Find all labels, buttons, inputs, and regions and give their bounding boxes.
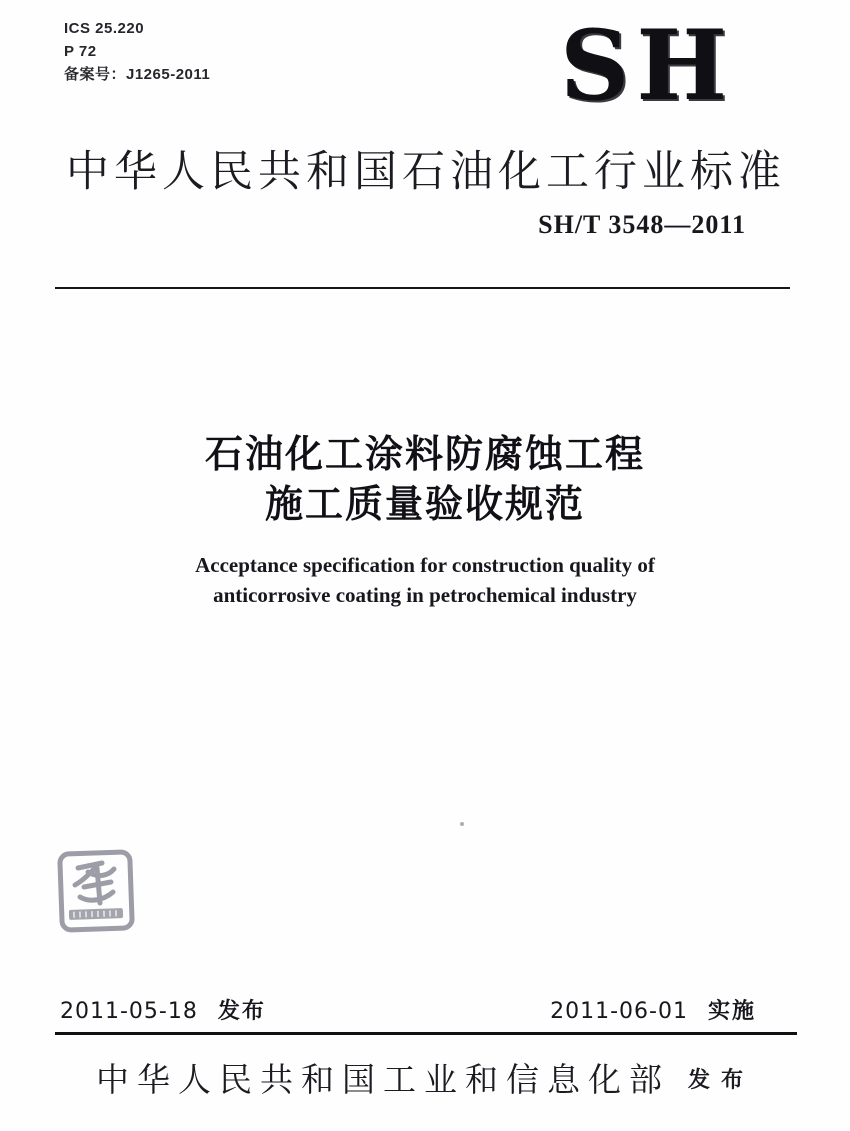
document-title-cn <box>0 430 850 530</box>
publisher-line <box>0 1054 850 1101</box>
standard-number: SH/T 3548—2011 <box>538 210 746 239</box>
issue-date: 2011-05-18 <box>60 999 198 1024</box>
dates-row <box>60 994 756 1025</box>
record-number: 备案号：J1265-2011 <box>64 66 211 83</box>
document-title-en-line2: anticorrosive coating in petrochemical industry <box>213 583 637 607</box>
document-title-en <box>0 550 850 610</box>
standard-header-title: 中华人民共和国石油化工行业标准 <box>66 149 786 196</box>
footer-rule <box>55 1032 797 1035</box>
publisher-action-label: 发布 <box>687 1067 754 1092</box>
implement-date: 2011-06-01 <box>550 999 688 1024</box>
header-rule <box>55 287 790 289</box>
document-title-en-line1: Acceptance specification for construction quality of <box>195 553 655 577</box>
publisher-name: 中华人民共和国工业和信息化部 <box>95 1063 670 1099</box>
ics-code: ICS 25.220 <box>64 20 145 37</box>
sh-logo: SH <box>560 9 735 122</box>
document-title-cn-line1: 石油化工涂料防腐蚀工程 <box>204 434 645 476</box>
scan-speck <box>460 822 464 826</box>
issue-date-group <box>60 994 266 1025</box>
document-title-cn-line2: 施工质量验收规范 <box>264 484 585 526</box>
meta-codes-block <box>64 17 210 86</box>
implement-label: 实施 <box>707 999 756 1024</box>
issue-label: 发布 <box>217 999 266 1024</box>
classification-code: P 72 <box>64 43 97 60</box>
implement-date-group <box>550 994 756 1025</box>
approval-seal-icon <box>54 846 138 938</box>
